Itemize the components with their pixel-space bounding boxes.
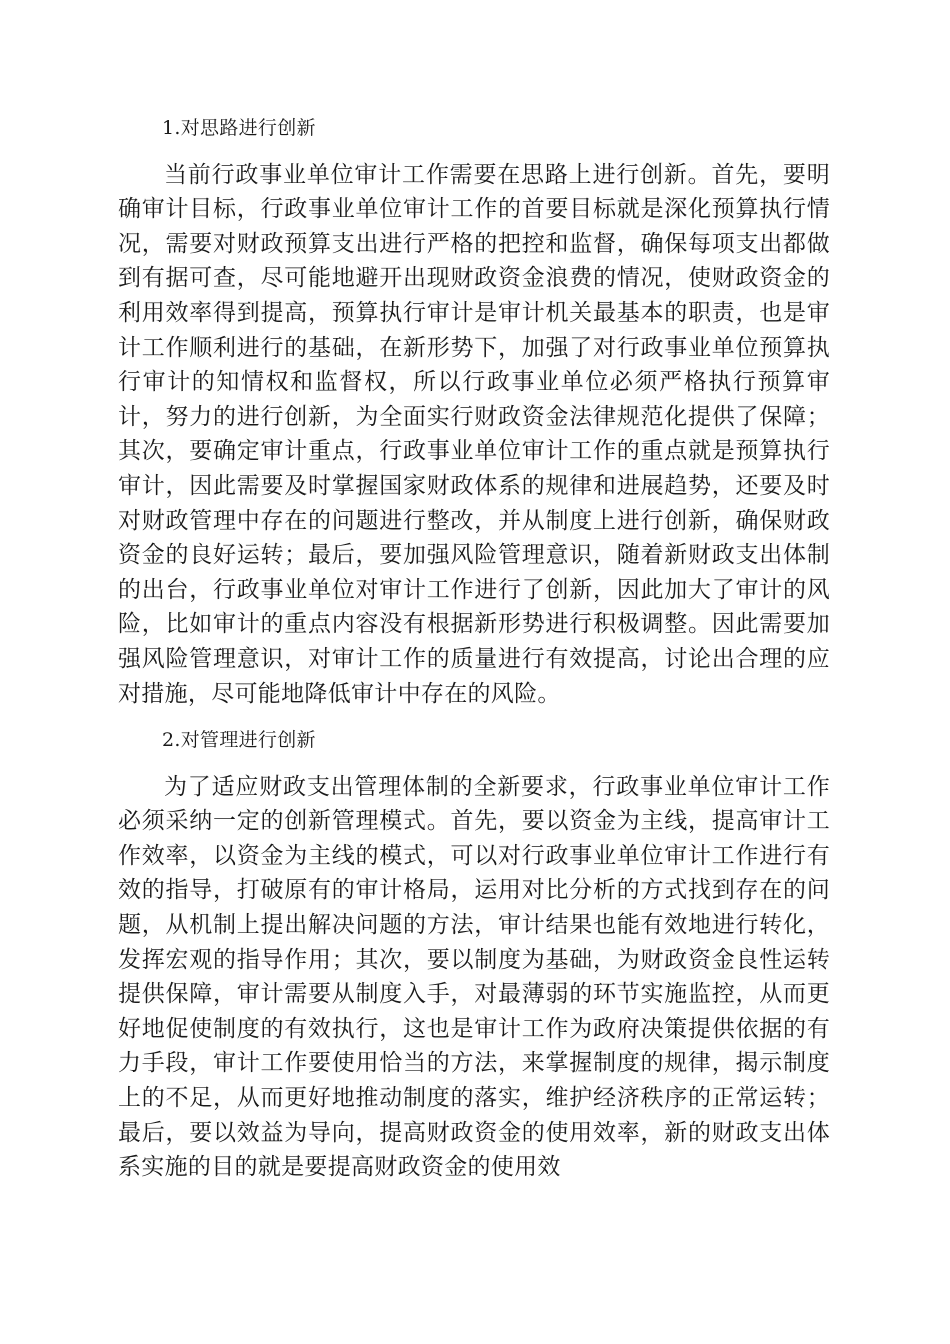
section-paragraph-2: 为了适应财政支出管理体制的全新要求，行政事业单位审计工作必须采纳一定的创新管理模式。首先，要以资金为主线，提高审计工作效率，以资金为主线的模式，可以对行政事业单位审计工作进行有效的指导，打破原有的审计格局，运用对比分析的方式找到存在的问题，从机制上提出解决问题的方法，审计结果也能有效地进行转化，发挥宏观的指导作用；其次，要以制度为基础，为财政资金良性运转提供保障，审计需要从制度入手，对最薄弱的环节实施监控，从而更好地促使制度的有效执行，这也是审计工作为政府决策提供依据的有力手段，审计工作要使用恰当的方法，来掌握制度的规律，揭示制度上的不足，从而更好地推动制度的落实，维护经济秩序的正常运转；最后，要以效益为导向，提高财政资金的使用效率，新的财政支出体系实施的目的就是要提高财政资金的使用效 [118, 773, 830, 1181]
section-heading-2: 2.对管理进行创新 [162, 729, 316, 752]
section-heading-1: 1.对思路进行创新 [162, 117, 316, 139]
document-body [118, 111, 830, 1185]
section-paragraph-1: 当前行政事业单位审计工作需要在思路上进行创新。首先，要明确审计目标，行政事业单位审计工作的首要目标就是深化预算执行情况，需要对财政预算支出进行严格的把控和监督，确保每项支出都做到有据可查，尽可能地避开出现财政资金浪费的情况，使财政资金的利用效率得到提高，预算执行审计是审计机关最基本的职责，也是审计工作顺利进行的基础，在新形势下，加强了对行政事业单位预算执行审计的知情权和监督权，所以行政事业单位必须严格执行预算审计，努力的进行创新，为全面实行财政资金法律规范化提供了保障；其次，要确定审计重点，行政事业单位审计工作的重点就是预算执行审计，因此需要及时掌握国家财政体系的规律和进展趋势，还要及时对财政管理中存在的问题进行整改，并从制度上进行创新，确保财政资金的良好运转；最后，要加强风险管理意识，随着新财政支出体制的出台，行政事业单位对审计工作进行了创新，因此加大了审计的风险，比如审计的重点内容没有根据新形势进行积极调整。因此需要加强风险管理意识，对审计工作的质量进行有效提高，讨论出合理的应对措施，尽可能地降低审计中存在的风险。 [118, 161, 830, 707]
